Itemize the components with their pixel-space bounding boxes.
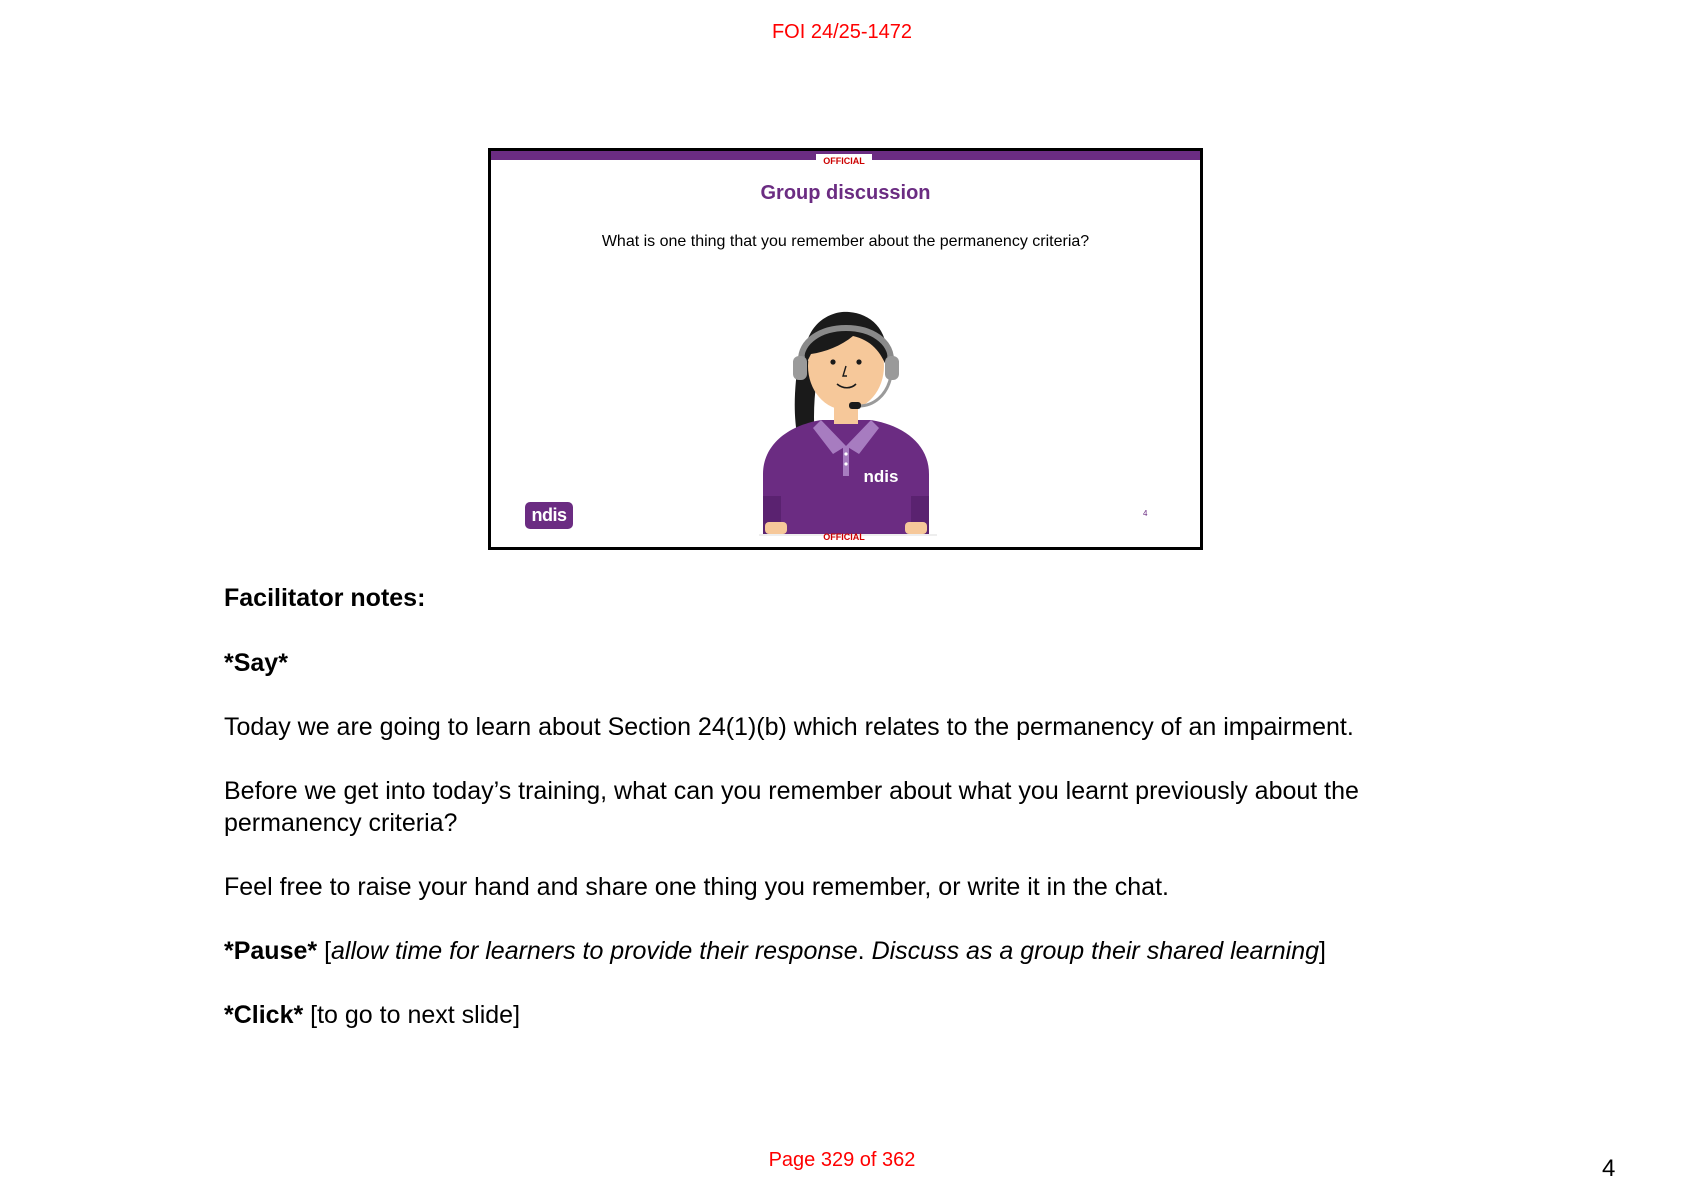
say-label: *Say*	[224, 649, 288, 677]
slide-number: 4	[1143, 509, 1148, 518]
shirt-logo-text: ndis	[863, 467, 899, 486]
page-number: 4	[1602, 1155, 1616, 1182]
click-label: *Click*	[224, 1001, 304, 1029]
notes-paragraph-1: Today we are going to learn about Section 24(1)(b) which relates to the permanency of an impairment.	[224, 713, 1354, 741]
page-label: Page 329 of 362	[768, 1149, 916, 1171]
pause-open-bracket: [	[317, 937, 332, 965]
click-instruction	[224, 999, 1484, 1031]
pause-close-bracket: ]	[1319, 937, 1326, 965]
slide-thumbnail	[488, 148, 1203, 550]
notes-heading: Facilitator notes:	[224, 584, 426, 612]
slide-classification-bottom: OFFICIAL	[823, 532, 865, 542]
notes-paragraph-2-line-2: permanency criteria?	[224, 809, 458, 837]
foi-reference: FOI 24/25-1472	[771, 21, 913, 43]
slide-classification-top: OFFICIAL	[816, 154, 872, 168]
call-centre-agent-icon	[741, 296, 951, 536]
notes-paragraph-2-line-1: Before we get into today’s training, what can you remember about what you learnt previously about the	[224, 777, 1359, 805]
pause-separator: .	[857, 937, 872, 965]
pause-label: *Pause*	[224, 937, 318, 965]
slide-question: What is one thing that you remember about the permanency criteria?	[601, 233, 1090, 250]
click-text: [to go to next slide]	[303, 1001, 521, 1029]
slide-title: Group discussion	[760, 182, 931, 204]
pause-text-2: Discuss as a group their shared learning	[871, 937, 1320, 965]
ndis-logo: ndis	[525, 502, 573, 529]
pause-instruction	[224, 935, 1484, 967]
notes-paragraph-3: Feel free to raise your hand and share one thing you remember, or write it in the chat.	[224, 873, 1169, 901]
pause-text-1: allow time for learners to provide their response	[331, 937, 858, 965]
